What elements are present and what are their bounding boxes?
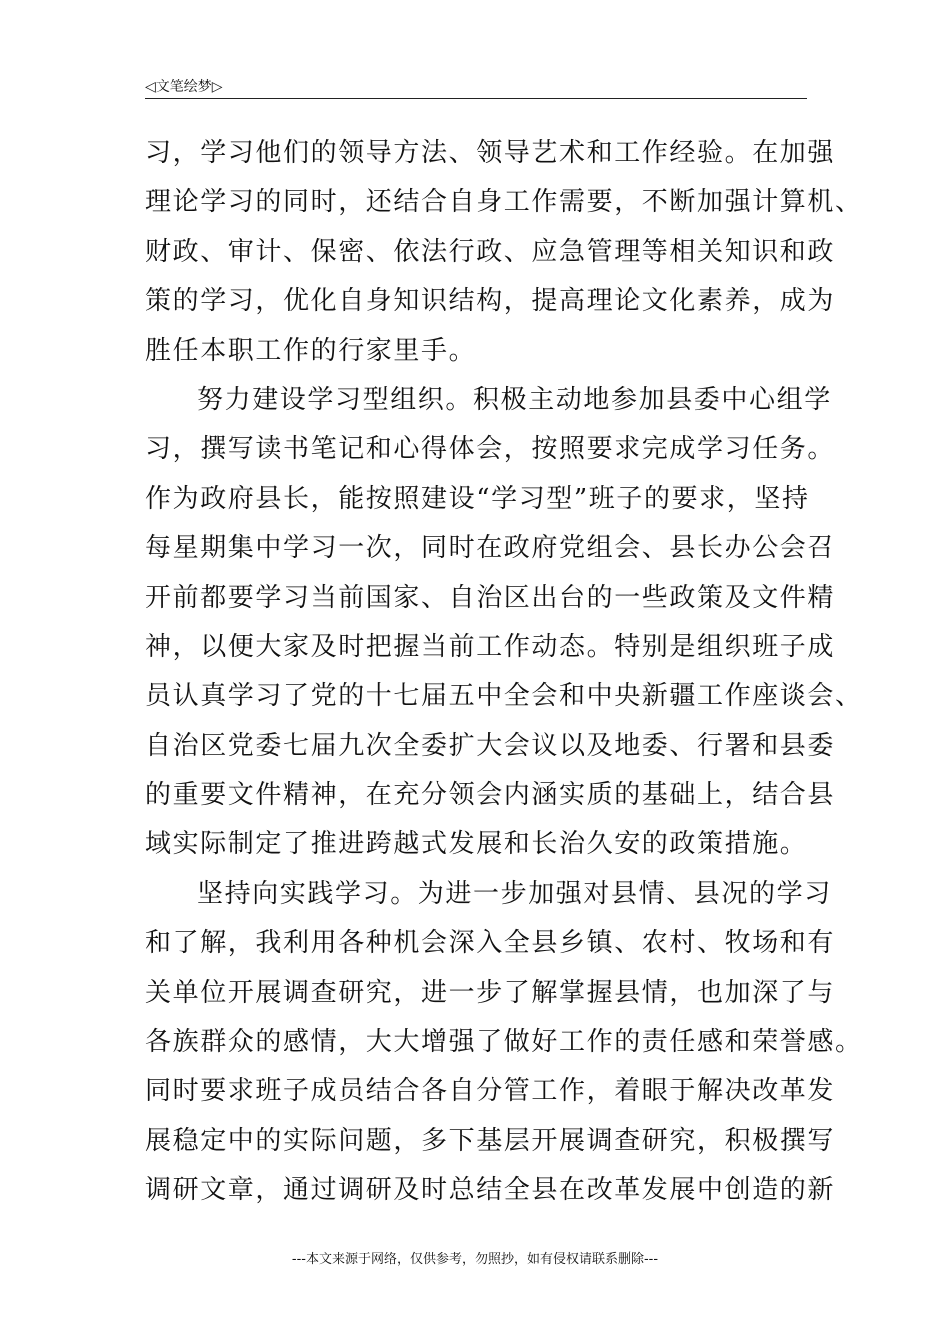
document-body: [145, 129, 863, 1216]
text-line: 自治区党委七届九次全委扩大会议以及地委、行署和县委: [145, 730, 836, 761]
text-line: 域实际制定了推进跨越式发展和长治久安的政策措施。: [145, 829, 808, 860]
text-line: 习，撰写读书笔记和心得体会，按照要求完成学习任务。: [145, 434, 836, 465]
text-line: 关单位开展调查研究，进一步了解掌握县情，也加深了与: [145, 977, 836, 1008]
text-line: 每星期集中学习一次，同时在政府党组会、县长办公会召: [145, 533, 836, 564]
text-line: 策的学习，优化自身知识结构，提高理论文化素养，成为: [145, 286, 836, 317]
text-line: 神，以便大家及时把握当前工作动态。特别是组织班子成: [145, 631, 836, 662]
text-line: 各族群众的感情，大大增强了做好工作的责任感和荣誉感。: [145, 1027, 863, 1058]
text-line: 展稳定中的实际问题，多下基层开展调查研究，积极撰写: [145, 1125, 836, 1156]
page-footer-disclaimer: ---本文来源于网络，仅供参考，勿照抄，如有侵权请联系删除---: [291, 1252, 659, 1267]
text-line: 和了解，我利用各种机会深入全县乡镇、农村、牧场和有: [145, 928, 836, 959]
text-line: 调研文章，通过调研及时总结全县在改革发展中创造的新: [145, 1175, 836, 1206]
page-header: [145, 74, 807, 99]
text-line: 的重要文件精神，在充分领会内涵实质的基础上，结合县: [145, 780, 836, 811]
header-title: ◁文笔绘梦▷: [145, 79, 223, 95]
text-line: 开前都要学习当前国家、自治区出台的一些政策及文件精: [145, 582, 836, 613]
text-line: 员认真学习了党的十七届五中全会和中央新疆工作座谈会、: [145, 681, 863, 712]
text-line: 同时要求班子成员结合各自分管工作，着眼于解决改革发: [145, 1076, 836, 1107]
text-line: 胜任本职工作的行家里手。: [145, 335, 477, 366]
text-line: 努力建设学习型组织。积极主动地参加县委中心组学: [197, 384, 832, 415]
text-line: 习，学习他们的领导方法、领导艺术和工作经验。在加强: [145, 138, 836, 168]
text-line: 理论学习的同时，还结合自身工作需要，不断加强计算机、: [145, 187, 863, 218]
text-line: 作为政府县长，能按照建设“学习型”班子的要求，坚持: [145, 483, 810, 514]
text-line: 坚持向实践学习。为进一步加强对县情、县况的学习: [197, 878, 832, 909]
text-line: 财政、审计、保密、依法行政、应急管理等相关知识和政: [145, 236, 836, 267]
